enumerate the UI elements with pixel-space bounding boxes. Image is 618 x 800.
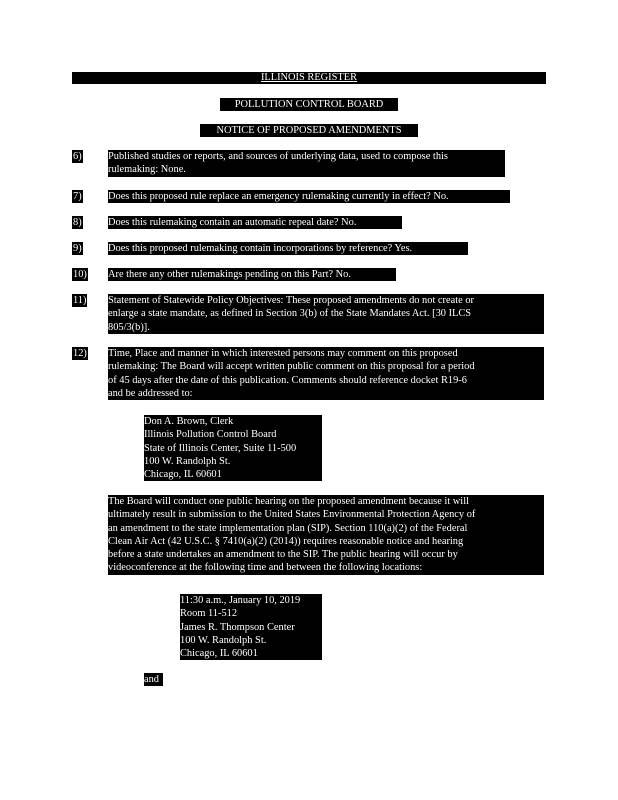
- hearing-line-3: an amendment to the state implementation plan (SIP). Section 110(a)(2) of the Federal: [108, 522, 468, 534]
- item-text-6: [108, 150, 505, 177]
- clerk-address: [144, 415, 322, 481]
- hearing-location: [180, 594, 322, 660]
- item-6-line-2: rulemaking: None.: [108, 164, 186, 176]
- address-line-3: State of Illinois Center, Suite 11-500: [144, 442, 297, 454]
- agency-title: [220, 98, 398, 111]
- hearing-line-5: before a state undertakes an amendment to the SIP. The public hearing will occur by: [108, 549, 458, 561]
- location-line-5: Chicago, IL 60601: [180, 648, 258, 660]
- item-text-9: [108, 242, 468, 255]
- item-10-line-1: Are there any other rulemakings pending on this Part? No.: [108, 269, 351, 280]
- item-8-line-1: Does this rulemaking contain an automatic repeal date? No.: [108, 217, 357, 228]
- address-line-1: Don A. Brown, Clerk: [144, 416, 234, 427]
- register-header: [72, 72, 546, 84]
- address-line-4: 100 W. Randolph St.: [144, 455, 231, 467]
- item-11-line-3: 805/3(b)].: [108, 321, 150, 333]
- item-12-line-2: rulemaking: The Board will accept written public comment on this proposal for a period: [108, 361, 475, 373]
- item-11-line-1: Statement of Statewide Policy Objectives: These proposed amendments do not create or: [108, 295, 474, 306]
- item-6-line-1: Published studies or reports, and sources of underlying data, used to compose this: [108, 151, 448, 162]
- item-number-10: 10): [73, 269, 87, 280]
- item-9-line-1: Does this proposed rulemaking contain incorporations by reference? Yes.: [108, 243, 413, 254]
- location-line-3: James R. Thompson Center: [180, 621, 295, 633]
- item-11-line-2: enlarge a state mandate, as defined in Section 3(b) of the State Mandates Act. [30 ILCS: [108, 308, 472, 320]
- item-number-7: 7): [73, 191, 82, 202]
- item-text-10: [108, 268, 396, 281]
- item-number-6: 6): [73, 151, 82, 162]
- item-12-line-3: of 45 days after the date of this publication. Comments should reference docket R19-6: [108, 374, 467, 386]
- notice-title-text: NOTICE OF PROPOSED AMENDMENTS: [216, 125, 402, 136]
- address-line-2: Illinois Pollution Control Board: [144, 429, 277, 441]
- item-12-line-1: Time, Place and manner in which interested persons may comment on this proposed: [108, 348, 458, 359]
- agency-title-text: POLLUTION CONTROL BOARD: [234, 99, 384, 110]
- location-line-2: Room 11-512: [180, 608, 238, 620]
- address-line-5: Chicago, IL 60601: [144, 469, 222, 481]
- item-text-8: [108, 216, 402, 229]
- closing-word: and: [144, 673, 163, 686]
- item-number-8: 8): [73, 217, 82, 228]
- hearing-line-2: ultimately result in submission to the United States Environmental Protection Agency of: [108, 509, 476, 521]
- item-number-9: 9): [73, 243, 82, 254]
- item-number-11: 11): [73, 295, 87, 306]
- item-12-line-4: and be addressed to:: [108, 387, 193, 399]
- hearing-paragraph: [108, 495, 544, 575]
- location-line-4: 100 W. Randolph St.: [180, 634, 267, 646]
- register-title: ILLINOIS REGISTER: [260, 72, 358, 83]
- item-text-11: [108, 294, 544, 334]
- item-7-line-1: Does this proposed rule replace an emergency rulemaking currently in effect? No.: [108, 191, 449, 202]
- hearing-line-1: The Board will conduct one public hearing on the proposed amendment because it will: [108, 496, 469, 507]
- item-text-12: [108, 347, 544, 400]
- location-line-1: 11:30 a.m., January 10, 2019: [180, 595, 301, 606]
- item-text-7: [108, 190, 510, 203]
- item-number-12: 12): [73, 348, 87, 359]
- hearing-line-6: videoconference at the following time and between the following locations:: [108, 562, 423, 574]
- notice-title: [200, 124, 418, 137]
- hearing-line-4: Clean Air Act (42 U.S.C. § 7410(a)(2) (2014)) requires reasonable notice and hearing: [108, 535, 464, 547]
